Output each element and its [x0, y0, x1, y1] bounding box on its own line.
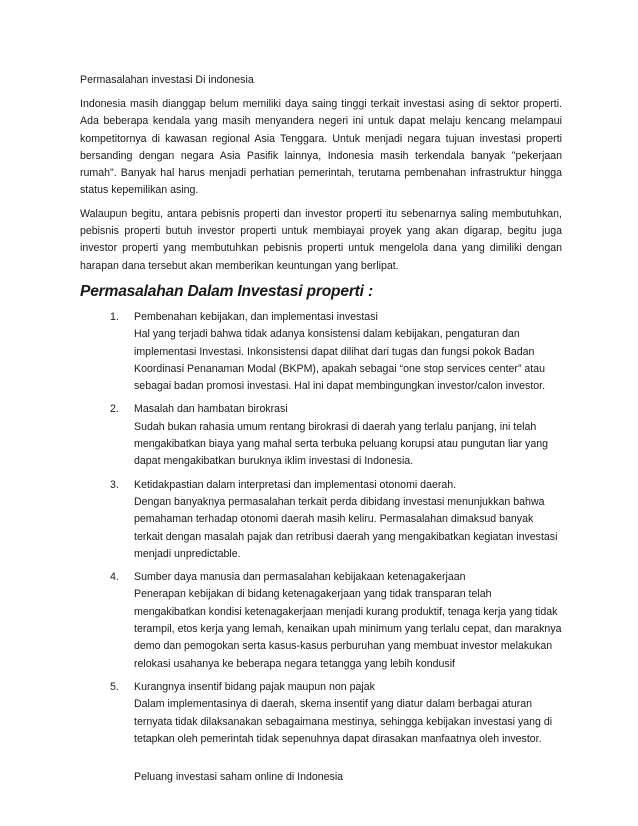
list-item-body: Sudah bukan rahasia umum rentang birokrasi di daerah yang terlalu panjang, ini telah mengakibatkan biaya yang mahal serta terbuka peluang korupsi atau pungutan liar yang dapat mengakibatkan buruknya iklim investasi di Indonesia. — [134, 420, 549, 468]
list-item — [80, 569, 562, 673]
list-item-title: Kurangnya insentif bidang pajak maupun non pajak — [134, 680, 375, 693]
list-item-title: Sumber daya manusia dan permasalahan kebijakaan ketenagakerjaan — [134, 571, 466, 584]
document-title: Permasalahan investasi Di indonesia — [80, 74, 254, 86]
list-item-body: Dalam implementasinya di daerah, skema insentif yang diatur dalam berbagai aturan ternyata tidak dilaksanakan sebagaimana mestinya, sehingga kebijakan investasi yang di tetapkan oleh pemerintah tidak sepenuhnya dapat dirasakan manfaatnya oleh investor. — [134, 698, 553, 745]
list-item-body: Penerapan kebijakan di bidang ketenagakerjaan yang tidak transparan telah mengakibatkan kondisi ketenagakerjaan menjadi kurang produktif, tenaga kerja yang tidak terampil, etos kerja yang lemah, kenaikan upah minimum yang terlalu cepat, dan maraknya demo dan pemogokan serta kasus-kasus perburuhan yang membuat investor melakukan relokasi usahanya ke beberapa negara tetangga yang lebih kondusif — [134, 588, 562, 670]
list-item-body: Dengan banyaknya permasalahan terkait perda dibidang investasi menunjukkan bahwa pemahaman terhadap otonomi daerah masih keliru. Permasalahan dimaksud banyak terkait dengan masalah pajak dan retribusi daerah yang mengakibatkan kegiatan investasi menjadi unpredictable. — [134, 495, 558, 560]
second-paragraph: Walaupun begitu, antara pebisnis properti dan investor properti itu sebenarnya saling membutuhkan, pebisnis properti butuh investor properti untuk membiayai proyek yang akan digarap, begitu juga investor properti yang membutuhkan pebisnis properti untuk mengelola dana yang dimiliki dengan harapan dana tersebut akan memberikan keuntungan yang berlipat. — [80, 207, 562, 272]
list-item — [80, 477, 562, 563]
list-item-body: Hal yang terjadi bahwa tidak adanya konsistensi dalam kebijakan, pengaturan dan implementasi Investasi. Inkonsistensi dapat dilihat dari tugas dan fungsi pokok Badan Koordinasi Penanaman Modal (BKPM), apakah sebagai “one stop services center” atau sebagai badan promosi investasi. Hal ini dapat membingungkan investor/calon investor. — [134, 328, 546, 393]
document-content — [80, 73, 562, 785]
list-item-title: Masalah dan hambatan birokrasi — [134, 403, 288, 416]
list-item-title: Ketidakpastian dalam interpretasi dan implementasi otonomi daerah. — [134, 478, 457, 491]
list-item — [80, 401, 562, 470]
list-item-number: 5. — [110, 680, 119, 693]
list-item — [80, 679, 562, 748]
list-item — [80, 309, 562, 395]
list-item-number: 2. — [110, 403, 119, 416]
list-item-title: Pembenahan kebijakan, dan implementasi investasi — [134, 310, 378, 323]
intro-paragraph: Indonesia masih dianggap belum memiliki daya saing tinggi terkait investasi asing di sektor properti. Ada beberapa kendala yang masih menyandera negeri ini untuk dapat melaju kencang melampaui kompetitornya di kawasan regional Asia Tenggara. Untuk menjadi negara tujuan investasi properti bersanding dengan negara Asia Pasifik lainnya, Indonesia masih terkendala banyak "pekerjaan rumah". Banyak hal harus menjadi perhatian pemerintah, terutama pembenahan infrastruktur hingga status kepemilikan asing. — [80, 98, 562, 197]
issues-list — [80, 309, 562, 748]
list-item-number: 4. — [110, 571, 119, 584]
list-item-number: 3. — [110, 478, 119, 491]
footer-line: Peluang investasi saham online di Indonesia — [134, 771, 344, 784]
list-item-number: 1. — [110, 310, 119, 323]
section-heading: Permasalahan Dalam Investasi properti : — [80, 282, 373, 300]
